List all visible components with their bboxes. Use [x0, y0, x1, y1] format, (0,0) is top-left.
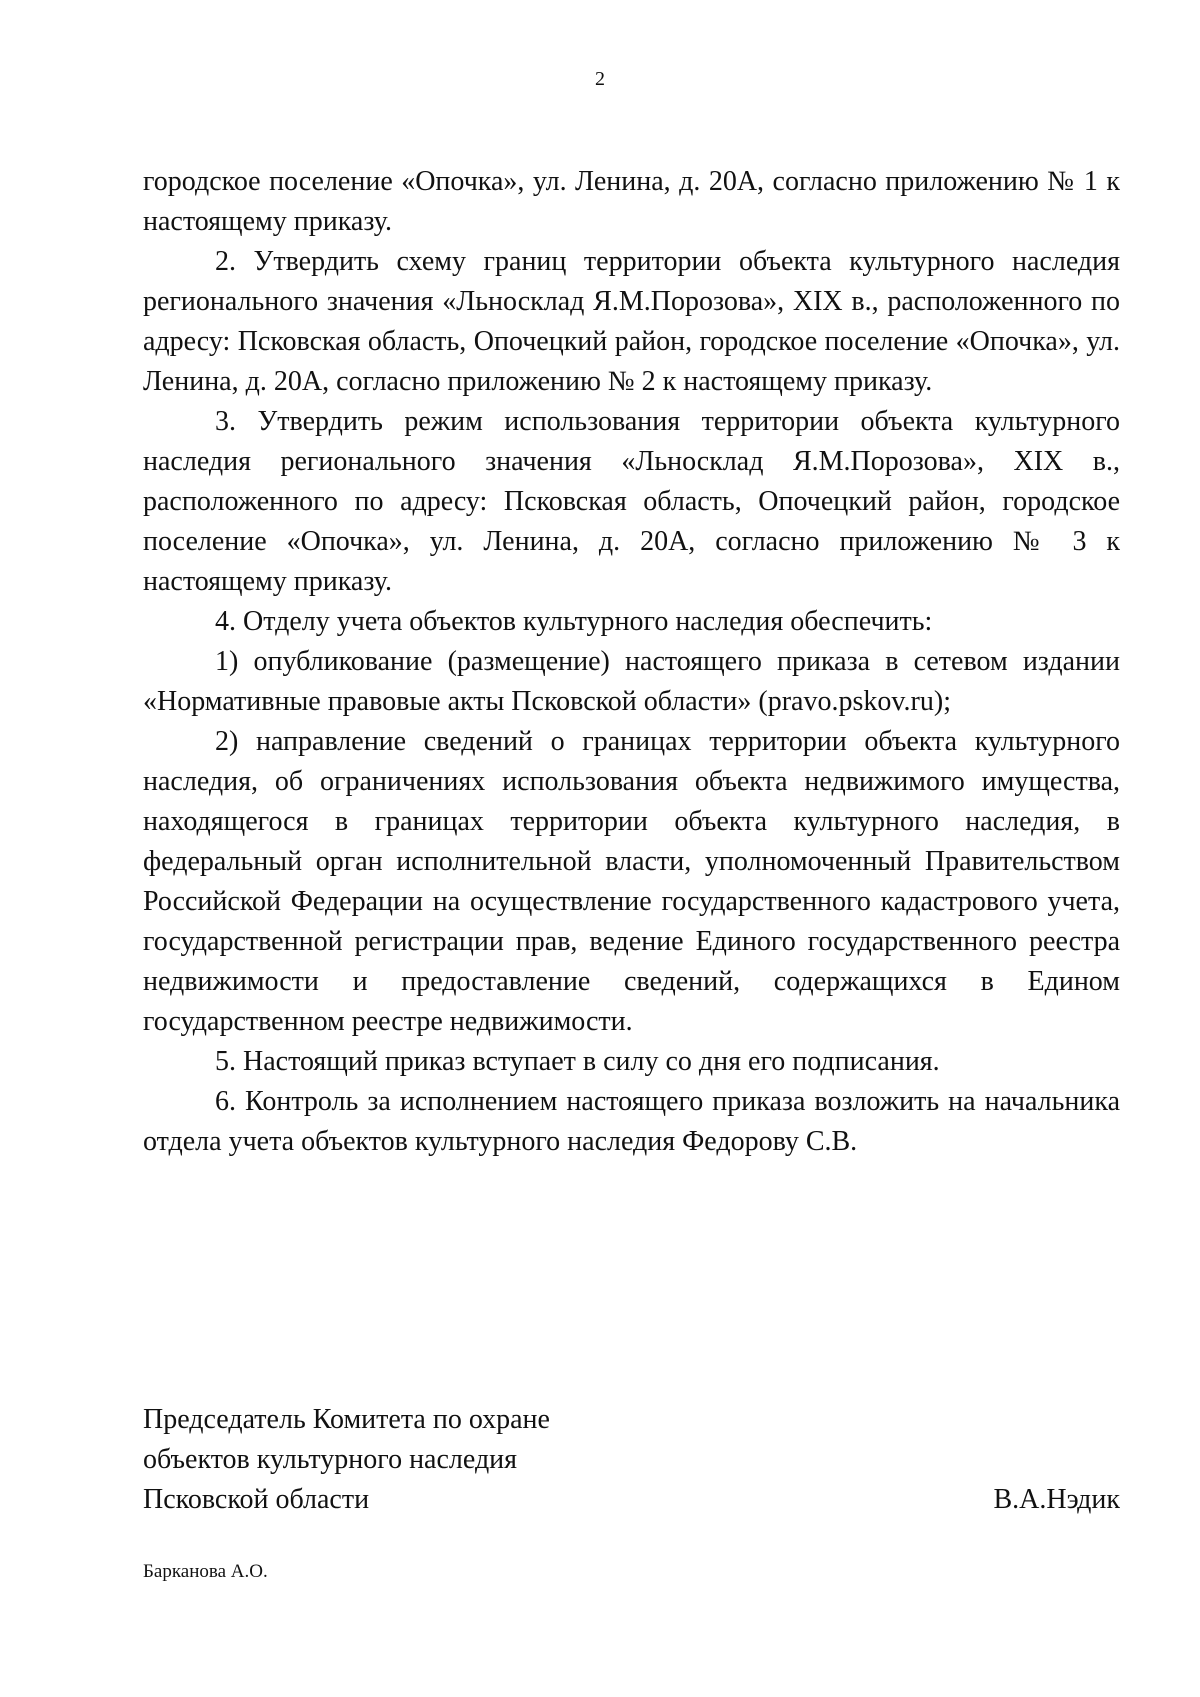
paragraph-subitem-2: 2) направление сведений о границах территории объекта культурного наследия, об ограничениях использования объекта недвижимого имущества, находящегося в границах территории объекта культурного наследия, в федеральный орган исполнительной власти, уполномоченный Правительством Российской Федерации на осуществление государственного кадастрового учета, государственной регистрации прав, ведение Единого государственного реестра недвижимости и предоставление сведений, содержащихся в Едином государственном реестре недвижимости. [143, 726, 1120, 1037]
signatory-position-line-1: Председатель Комитета по охране [143, 1404, 550, 1435]
signatory-position-line-2: объектов культурного наследия [143, 1444, 518, 1475]
paragraph-item-2: 2. Утвердить схему границ территории объекта культурного наследия регионального значения «Льносклад Я.М.Порозова», XIX в., расположенного по адресу: Псковская область, Опочецкий район, городское поселение «Опочка», ул. Ленина, д. 20А, согласно приложению № 2 к настоящему приказу. [143, 246, 1120, 397]
signatory-name: В.А.Нэдик [993, 1484, 1120, 1515]
paragraph-subitem-1: 1) опубликование (размещение) настоящего приказа в сетевом издании «Нормативные правовые акты Псковской области» (pravo.pskov.ru); [143, 646, 1120, 717]
document-body [143, 162, 1120, 1162]
paragraph-continuation: городское поселение «Опочка», ул. Ленина, д. 20А, согласно приложению № 1 к настоящему приказу. [143, 166, 1120, 237]
paragraph-item-4: 4. Отделу учета объектов культурного наследия обеспечить: [215, 606, 933, 637]
paragraph-item-3: 3. Утвердить режим использования территории объекта культурного наследия регионального значения «Льносклад Я.М.Порозова», XIX в., расположенного по адресу: Псковская область, Опочецкий район, городское поселение «Опочка», ул. Ленина, д. 20А, согласно приложению № 3 к настоящему приказу. [143, 406, 1120, 597]
paragraph-item-6: 6. Контроль за исполнением настоящего приказа возложить на начальника отдела учета объектов культурного наследия Федорову С.В. [143, 1086, 1120, 1157]
page-number: 2 [595, 68, 605, 90]
paragraph-item-5: 5. Настоящий приказ вступает в силу со дня его подписания. [215, 1046, 940, 1077]
signatory-row [143, 1480, 1120, 1520]
signature-block [143, 1400, 1120, 1520]
executor-name: Барканова А.О. [143, 1561, 268, 1582]
signatory-position-line-3: Псковской области [143, 1484, 370, 1515]
